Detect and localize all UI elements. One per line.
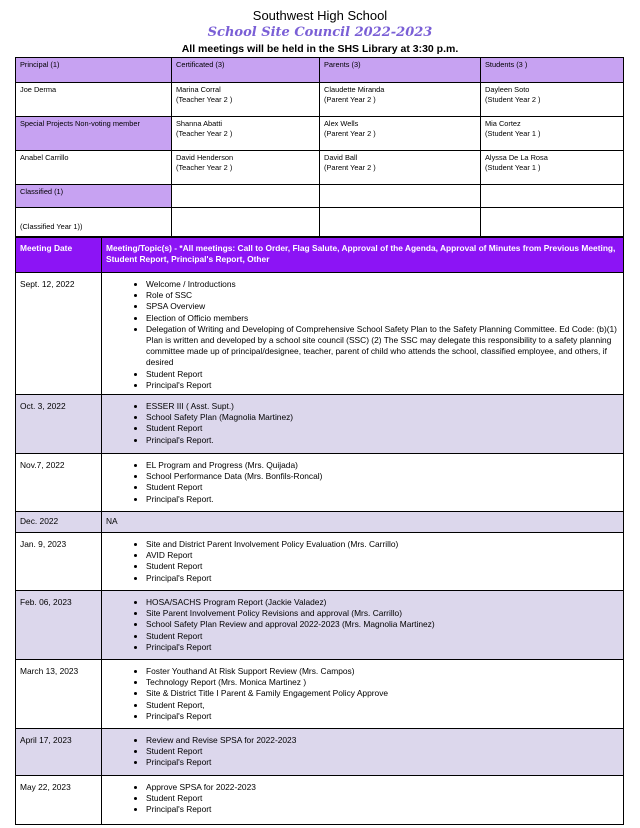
topic-item: • Student Report bbox=[146, 631, 619, 642]
meeting-topics bbox=[102, 395, 624, 454]
topic-list bbox=[106, 735, 619, 769]
meeting-topics bbox=[102, 660, 624, 729]
topic-item: • Principal's Report bbox=[146, 642, 619, 653]
certificated-member: Marina Corral (Teacher Year 2 ) bbox=[172, 83, 320, 117]
topic-item: • HOSA/SACHS Program Report (Jackie Valadez) bbox=[146, 597, 619, 608]
topic-list bbox=[106, 279, 619, 391]
student-member: Mia Cortez (Student Year 1 ) bbox=[481, 117, 624, 151]
topic-list bbox=[106, 539, 619, 584]
topic-item: • Site & District Title I Parent & Family Engagement Policy Approve bbox=[146, 688, 619, 699]
classified-member: (Classified Year 1)) bbox=[16, 208, 172, 237]
topic-list bbox=[106, 666, 619, 722]
topic-item: • Site and District Parent Involvement Policy Evaluation (Mrs. Carrillo) bbox=[146, 539, 619, 550]
topic-item: • SPSA Overview bbox=[146, 301, 619, 312]
meeting-date: May 22, 2023 bbox=[16, 776, 102, 825]
topic-item: • ESSER III ( Asst. Supt.) bbox=[146, 401, 619, 412]
topic-list bbox=[106, 460, 619, 505]
meeting-na: NA bbox=[106, 516, 118, 527]
certificated-member: David Henderson (Teacher Year 2 ) bbox=[172, 151, 320, 185]
parent-member: David Ball (Parent Year 2 ) bbox=[320, 151, 481, 185]
topic-item: • Principal's Report. bbox=[146, 494, 619, 505]
meeting-row bbox=[16, 273, 624, 395]
meeting-date: Feb. 06, 2023 bbox=[16, 591, 102, 660]
topic-item: • Review and Revise SPSA for 2022-2023 bbox=[146, 735, 619, 746]
student-member: Alyssa De La Rosa (Student Year 1 ) bbox=[481, 151, 624, 185]
topic-item: • Student Report bbox=[146, 746, 619, 757]
topic-item: • Technology Report (Mrs. Monica Martinez ) bbox=[146, 677, 619, 688]
topic-item: • Student Report bbox=[146, 482, 619, 493]
topic-item: • Principal's Report bbox=[146, 380, 619, 391]
meeting-topics bbox=[102, 776, 624, 825]
topic-item: • Principal's Report bbox=[146, 573, 619, 584]
meeting-date: Dec. 2022 bbox=[16, 512, 102, 533]
topic-item: • School Performance Data (Mrs. Bonfils-Roncal) bbox=[146, 471, 619, 482]
topic-item: • Election of Officio members bbox=[146, 313, 619, 324]
topic-item: • Student Report bbox=[146, 561, 619, 572]
topic-item: • Student Report bbox=[146, 369, 619, 380]
topic-item: • Student Report bbox=[146, 793, 619, 804]
topic-item: • School Safety Plan Review and approval 2022-2023 (Mrs. Magnolia Martinez) bbox=[146, 619, 619, 630]
meeting-row bbox=[16, 591, 624, 660]
topic-item: • EL Program and Progress (Mrs. Quijada) bbox=[146, 460, 619, 471]
topic-item: • Student Report bbox=[146, 423, 619, 434]
school-name: Southwest High School bbox=[252, 8, 388, 23]
meeting-topics bbox=[102, 591, 624, 660]
certificated-member: Shanna Abatti (Teacher Year 2 ) bbox=[172, 117, 320, 151]
topic-item: • Role of SSC bbox=[146, 290, 619, 301]
header-classified: Classified (1) bbox=[16, 185, 172, 208]
topic-item: • Welcome / Introductions bbox=[146, 279, 619, 290]
topic-item: • School Safety Plan (Magnolia Martinez) bbox=[146, 412, 619, 423]
topic-item: • Foster Youthand At Risk Support Review (Mrs. Campos) bbox=[146, 666, 619, 677]
meeting-date: Oct. 3, 2022 bbox=[16, 395, 102, 454]
meeting-topics bbox=[102, 273, 624, 395]
meeting-row bbox=[16, 395, 624, 454]
meeting-topics bbox=[102, 454, 624, 512]
topic-item: • Approve SPSA for 2022-2023 bbox=[146, 782, 619, 793]
meeting-topics bbox=[102, 533, 624, 591]
meeting-date: Jan. 9, 2023 bbox=[16, 533, 102, 591]
meeting-row bbox=[16, 776, 624, 825]
topic-item: • Student Report, bbox=[146, 700, 619, 711]
parent-member: Alex Wells (Parent Year 2 ) bbox=[320, 117, 481, 151]
topic-item: • Principal's Report bbox=[146, 711, 619, 722]
topic-item: • Delegation of Writing and Developing of Comprehensive School Safety Plan to the Safety Planning Committee. Ed Code: (b)(1) Plan is written and developed by a school site council (SSC) (2) The SSC may delegate this responsibility to a safety planning committee made up of principal/designee, teacher, parent of child who attends the school, classified employee, and others, if desired bbox=[146, 324, 619, 369]
meeting-row bbox=[16, 454, 624, 512]
topic-list bbox=[106, 401, 619, 446]
meeting-row bbox=[16, 512, 624, 533]
council-title: School Site Council 2022-2023 bbox=[207, 25, 433, 40]
header-parents: Parents (3) bbox=[320, 58, 481, 83]
member: Anabel Carrillo bbox=[16, 151, 172, 185]
special-projects-member: Special Projects Non-voting member bbox=[16, 117, 172, 151]
meeting-location-note: All meetings will be held in the SHS Library at 3:30 p.m. bbox=[181, 43, 459, 55]
meeting-row bbox=[16, 533, 624, 591]
meeting-date: Nov.7, 2022 bbox=[16, 454, 102, 512]
principal-member: Joe Derma bbox=[16, 83, 172, 117]
topic-item: • Principal's Report. bbox=[146, 435, 619, 446]
header-students: Students (3 ) bbox=[481, 58, 624, 83]
header-meeting-topics: Meeting/Topic(s) - *All meetings: Call to Order, Flag Salute, Approval of the Agenda, Approval of Minutes from Previous Meeting, Student Report, Principal's Report, Other bbox=[102, 238, 624, 273]
parent-member: Claudette Miranda (Parent Year 2 ) bbox=[320, 83, 481, 117]
header-meeting-date: Meeting Date bbox=[16, 238, 102, 273]
topic-list bbox=[106, 782, 619, 816]
members-table bbox=[15, 57, 624, 237]
topic-item: • AVID Report bbox=[146, 550, 619, 561]
header-principal: Principal (1) bbox=[16, 58, 172, 83]
meetings-table bbox=[15, 237, 624, 825]
meeting-row bbox=[16, 729, 624, 776]
meeting-date: April 17, 2023 bbox=[16, 729, 102, 776]
header-certificated: Certificated (3) bbox=[172, 58, 320, 83]
meeting-topics bbox=[102, 729, 624, 776]
topic-item: • Principal's Report bbox=[146, 757, 619, 768]
topic-item: • Principal's Report bbox=[146, 804, 619, 815]
topic-item: • Site Parent Involvement Policy Revisions and approval (Mrs. Carrillo) bbox=[146, 608, 619, 619]
student-member: Dayleen Soto (Student Year 2 ) bbox=[481, 83, 624, 117]
meeting-date: Sept. 12, 2022 bbox=[16, 273, 102, 395]
meeting-date: March 13, 2023 bbox=[16, 660, 102, 729]
meeting-row bbox=[16, 660, 624, 729]
topic-list bbox=[106, 597, 619, 653]
meeting-topics bbox=[102, 512, 624, 533]
